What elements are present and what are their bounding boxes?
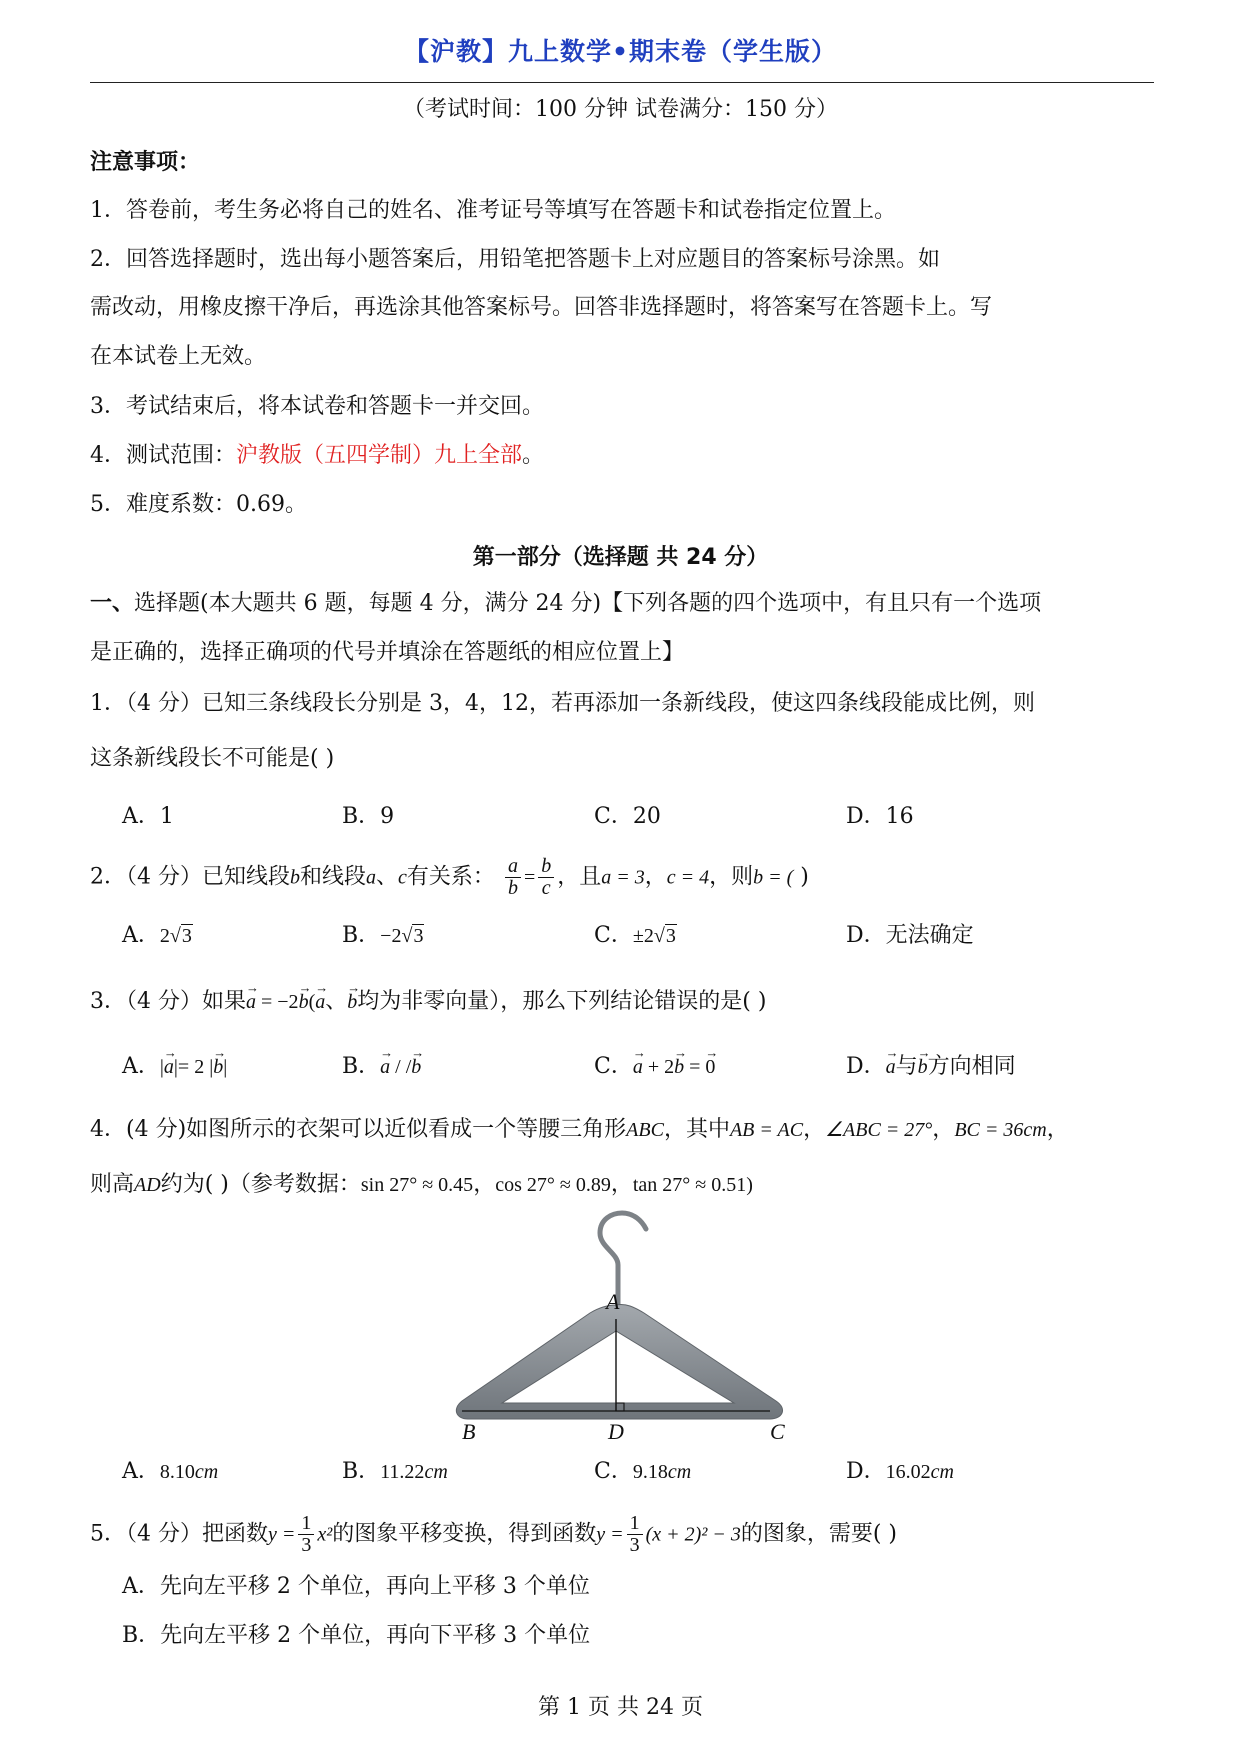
q2-frac2-num: b [538, 856, 554, 878]
q4-option-c [594, 1457, 691, 1487]
q3-sep: 、 [325, 989, 348, 1014]
q2-option-d-label: D． [846, 923, 886, 948]
note-item-1: 1．答卷前，考生务必将自己的姓名、准考证号等填写在答题卡和试卷指定位置上。 [90, 198, 896, 223]
q3-option-c [594, 1052, 715, 1082]
q1-option-c: C．20 [594, 804, 661, 829]
q2-close: ) [793, 864, 809, 890]
q2-option-d-text: 无法确定 [885, 923, 974, 948]
notes-heading: 注意事项： [90, 150, 201, 175]
q2-eq: = [523, 866, 536, 889]
q2-option-a-label: A． [122, 923, 160, 948]
test-range: 沪教版（五四学制）九上全部 [236, 443, 523, 468]
q3-paren: ( [308, 991, 316, 1013]
q4-option-a-unit: cm [194, 1461, 219, 1483]
q4-c1: ， [803, 1117, 826, 1142]
q5-mid: 的图象平移变换，得到函数 [332, 1521, 597, 1547]
q2-mid2: 有关系： [406, 864, 495, 890]
note-item-2-line-3: 在本试卷上无效。 [90, 344, 267, 369]
q5-y2: y = [596, 1523, 624, 1546]
q3-option-d-vec-a: → a [886, 1052, 896, 1082]
note-item-3: 3．考试结束后，将本试卷和答题卡一并交回。 [90, 394, 544, 419]
q3-option-c-vec-a: → a [633, 1052, 643, 1082]
q4-mid1: ，其中 [663, 1117, 730, 1142]
label-d: D [608, 1419, 624, 1444]
q5-option-b: B．先向左平移 2 个单位，再向下平移 3 个单位 [122, 1623, 591, 1648]
q4-sep-2: ， [610, 1172, 633, 1197]
q3-option-c-label: C． [594, 1054, 633, 1079]
q4-cond-ab-ac: AB = AC [729, 1119, 804, 1141]
q5-option-a: A．先向左平移 2 个单位，再向上平移 3 个单位 [122, 1574, 590, 1599]
q3-option-b-label: B． [342, 1054, 381, 1079]
hanger-figure [440, 1205, 800, 1445]
note-item-5: 5．难度系数：0.69。 [90, 492, 307, 517]
q1-stem-line-1: 1．（4 分）已知三条线段长分别是 3，4，12，若再添加一条新线段，使这四条线段能成比例，则 [90, 691, 1035, 716]
note-item-4-suffix: 。 [522, 443, 545, 468]
q4-option-b-label: B． [342, 1459, 381, 1484]
label-a: A [606, 1289, 620, 1314]
q4-cond-angle: ∠ABC = 27° [825, 1119, 933, 1141]
q4-option-b [342, 1457, 448, 1487]
q3-option-a-vec-b: → b [213, 1052, 223, 1082]
header-divider [90, 82, 1154, 83]
q5-frac1-num: 1 [298, 1513, 314, 1535]
q3-option-b [342, 1052, 421, 1082]
q2-frac1-den: b [507, 877, 518, 899]
page-footer: 第 1 页 共 24 页 [538, 1695, 703, 1720]
q5-expr2: (x + 2)² − 3 [645, 1523, 741, 1546]
section-intro-text: 选择题(本大题共 6 题，每题 4 分，满分 24 分)【下列各题的四个选项中，有且只有一个选项 [134, 591, 1042, 616]
q2-option-b: B．−2√3 [342, 923, 424, 948]
section-intro-line-1 [90, 589, 1041, 619]
q4-option-c-value: 9.18 [632, 1461, 668, 1483]
q4-option-a-value: 8.10 [159, 1461, 195, 1483]
section-title: 第一部分（选择题 共 24 分） [472, 545, 769, 570]
q2-comma: ， [644, 864, 667, 890]
q2-option-a-coef: 2 [159, 925, 170, 947]
q3-option-b-parallel: / / [390, 1056, 412, 1078]
q3-option-d [846, 1052, 1016, 1082]
note-item-2-line-2: 需改动，用橡皮擦干净后，再选涂其他答案标号。回答非选择题时，将答案写在答题卡上。写 [90, 295, 993, 320]
note-item-4 [90, 441, 544, 471]
q5-y1: y = [268, 1523, 296, 1546]
q5-x-squared: x² [317, 1523, 333, 1546]
hanger-body [456, 1304, 782, 1419]
q4-option-b-unit: cm [424, 1461, 448, 1483]
note-item-4-prefix: 4．测试范围： [90, 443, 236, 468]
q4-ad: AD [134, 1174, 161, 1196]
q4-stem-line-2 [90, 1170, 753, 1200]
q1-option-a: A．1 [122, 804, 174, 829]
q5-fraction-1 [298, 1513, 314, 1556]
q3-option-b-vec-b: → b [411, 1052, 421, 1082]
q3-option-d-vec-b: → b [918, 1052, 928, 1082]
q1-option-d: D．16 [846, 804, 914, 829]
q4-sep-1: ， [473, 1172, 496, 1197]
q4-ref-tan: tan 27° ≈ 0.51) [632, 1174, 753, 1196]
q2-fraction-b-over-c [538, 856, 554, 899]
q4-option-c-label: C． [594, 1459, 633, 1484]
q4-prefix: 4．(4 分)如图所示的衣架可以近似看成一个等腰三角形 [90, 1117, 627, 1142]
q4-ref-sin: sin 27° ≈ 0.45 [360, 1174, 474, 1196]
q2-option-d [846, 921, 974, 951]
note-item-2-line-1: 2．回答选择题时，选出每小题答案后，用铅笔把答题卡上对应题目的答案标号涂黑。如 [90, 247, 940, 272]
q4-option-b-value: 11.22 [380, 1461, 425, 1483]
q3-option-a-bar-end: | [223, 1056, 228, 1078]
q5-prefix: 5．（4 分）把函数 [90, 1521, 268, 1547]
q2-option-a: A．2√3 [122, 923, 192, 948]
q3-option-c-eq: = [684, 1056, 706, 1078]
label-b: B [462, 1419, 476, 1444]
q2-cond: ，且 [557, 864, 602, 890]
q4-option-d-label: D． [846, 1459, 886, 1484]
q4-option-a [122, 1457, 218, 1487]
q4-c2: ， [932, 1117, 955, 1142]
q2-option-c-coef: ±2 [632, 925, 654, 947]
q2-option-a-rad: 3 [181, 925, 192, 947]
q2-option-c-label: C． [594, 923, 633, 948]
q2-var-b: b [290, 866, 300, 889]
q2-prefix: 2．（4 分）已知线段 [90, 864, 290, 890]
q2-mid1: 和线段 [300, 864, 367, 890]
q5-frac2-num: 1 [627, 1513, 643, 1535]
page-title: 【沪教】九上数学•期末卷（学生版） [404, 37, 837, 66]
q2-a-value: a = 3 [601, 866, 645, 889]
q4-c3: ， [1046, 1117, 1069, 1142]
q5-suffix: 的图象，需要( ) [740, 1521, 897, 1547]
q2-var-a: a [366, 866, 377, 889]
q4-option-a-label: A． [122, 1459, 160, 1484]
q5-frac1-den: 3 [301, 1534, 312, 1556]
exam-info: （考试时间：100 分钟 试卷满分：150 分） [403, 97, 838, 122]
q1-option-b: B．9 [342, 804, 395, 829]
q4-option-d-value: 16.02 [885, 1461, 931, 1483]
q4-option-d [846, 1457, 954, 1487]
q4-ref-cos: cos 27° ≈ 0.89 [495, 1174, 611, 1196]
q2-frac2-den: c [541, 877, 551, 899]
q3-stem [90, 987, 766, 1017]
q3-vec-a: → a [246, 987, 256, 1017]
section-number: 一、 [90, 591, 135, 616]
q2-option-b-rad: 3 [413, 925, 424, 947]
q3-prefix: 3．（4 分）如果 [90, 989, 246, 1014]
q3-option-a-mid: |= 2 | [173, 1056, 214, 1078]
q2-option-c: C．±2√3 [594, 923, 676, 948]
q2-frac1-num: a [505, 856, 521, 878]
q4-cond-bc: BC = 36cm [954, 1119, 1047, 1141]
q3-mid: 均为非零向量），那么下列结论错误的是( ) [357, 989, 767, 1014]
q3-expr: = −2 [256, 991, 299, 1013]
q2-b-expr: b = ( [753, 866, 794, 889]
q3-option-c-plus: + 2 [642, 1056, 675, 1078]
q4-option-c-unit: cm [667, 1461, 692, 1483]
q3-option-d-text: 方向相同 [927, 1054, 1016, 1079]
q3-option-a-label: A． [122, 1054, 160, 1079]
q2-var-c: c [398, 866, 407, 889]
q3-vec-b-2: → b [347, 987, 357, 1017]
q2-c-value: c = 4 [666, 866, 710, 889]
q2-fraction-a-over-b [505, 856, 521, 899]
q3-option-d-label: D． [846, 1054, 886, 1079]
q3-vec-a-2: → a [315, 987, 325, 1017]
q2-option-c-rad: 3 [665, 925, 676, 947]
q4-triangle: ABC [626, 1119, 664, 1141]
q3-option-c-vec-b: → b [674, 1052, 684, 1082]
q3-option-b-vec-a: → a [380, 1052, 390, 1082]
q4-option-d-unit: cm [930, 1461, 954, 1483]
q3-option-d-with: 与 [895, 1054, 918, 1079]
q4-stem-line-1 [90, 1115, 1069, 1145]
q2-option-b-label: B． [342, 923, 381, 948]
q5-stem [90, 1513, 897, 1556]
q2-then: ，则 [709, 864, 754, 890]
q2-stem [90, 856, 809, 899]
q3-option-c-zero-vec: → 0 [705, 1052, 715, 1082]
q3-option-a-vec-a: → a [164, 1052, 174, 1082]
q4-line2-mid: 约为( )（参考数据： [160, 1172, 361, 1197]
q2-option-b-coef: −2 [380, 925, 402, 947]
q5-frac2-den: 3 [629, 1534, 640, 1556]
q4-line2-prefix: 则高 [90, 1172, 135, 1197]
q3-option-a-bar: | [159, 1056, 164, 1078]
q5-fraction-2 [627, 1513, 643, 1556]
q2-sep: 、 [376, 864, 399, 890]
q3-vec-b: → b [299, 987, 309, 1017]
q3-option-a [122, 1052, 227, 1082]
section-intro-line-2: 是正确的，选择正确项的代号并填涂在答题纸的相应位置上】 [90, 640, 685, 665]
label-c: C [770, 1419, 785, 1444]
q1-stem-line-2: 这条新线段长不可能是( ) [90, 746, 335, 771]
